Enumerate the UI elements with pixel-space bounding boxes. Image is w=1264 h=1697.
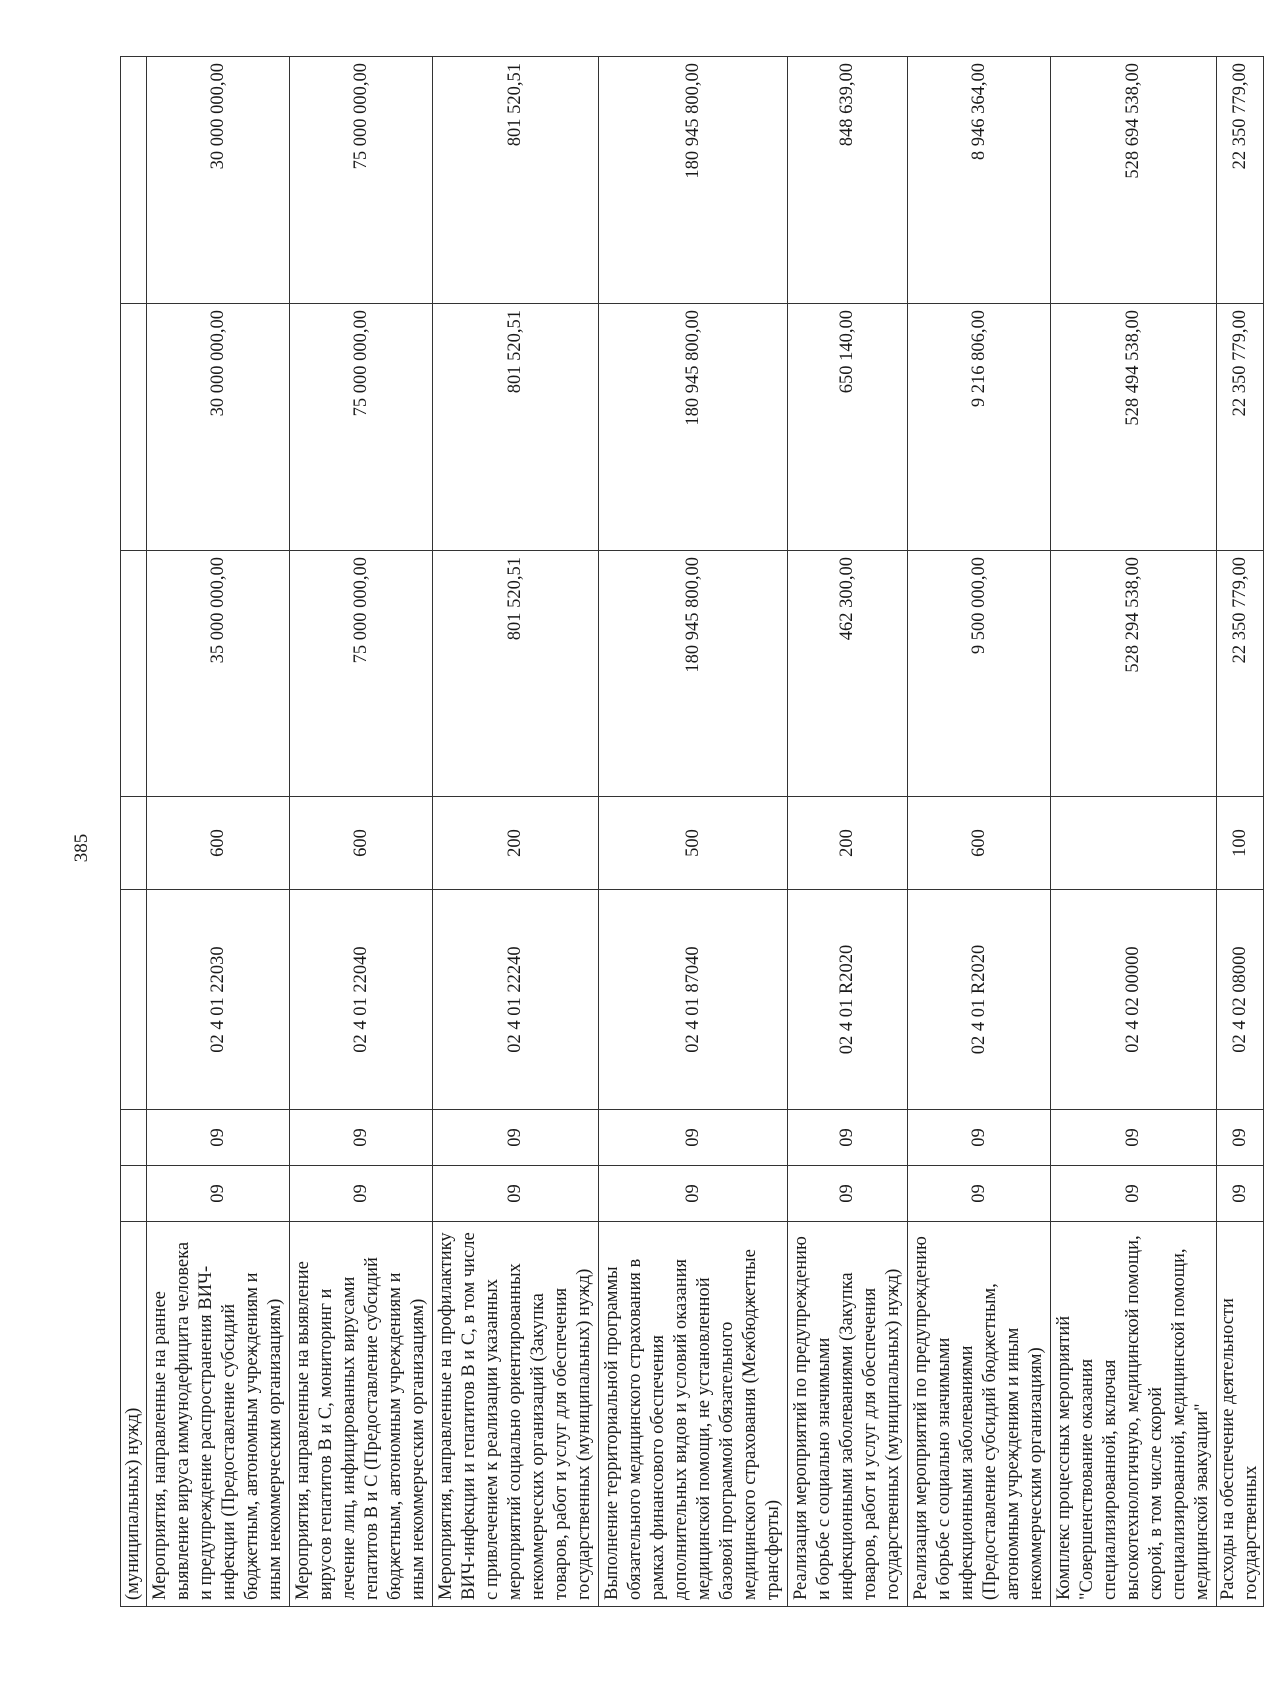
- target-article: 02 4 01 R2020: [788, 890, 908, 1110]
- table-row: [433, 57, 599, 1607]
- admin-code: 09: [1051, 1166, 1217, 1222]
- amount-year-3: 8 946 364,00: [908, 57, 1051, 304]
- amount-year-1: 35 000 000,00: [147, 551, 290, 797]
- amount-year-2: [121, 304, 147, 551]
- section-code: 09: [290, 1110, 433, 1166]
- expense-type: 100: [1217, 797, 1264, 890]
- amount-year-3: [121, 57, 147, 304]
- amount-year-1: 801 520,51: [433, 551, 599, 797]
- admin-code: 09: [1217, 1166, 1264, 1222]
- expense-type: [1051, 797, 1217, 890]
- target-article: 02 4 01 22030: [147, 890, 290, 1110]
- section-code: 09: [1217, 1110, 1264, 1166]
- amount-year-1: 9 500 000,00: [908, 551, 1051, 797]
- target-article: 02 4 01 87040: [599, 890, 788, 1110]
- amount-year-2: 30 000 000,00: [147, 304, 290, 551]
- amount-year-2: 75 000 000,00: [290, 304, 433, 551]
- expense-type: 600: [147, 797, 290, 890]
- expense-type: 600: [908, 797, 1051, 890]
- section-code: 09: [147, 1110, 290, 1166]
- table-row: [788, 57, 908, 1607]
- amount-year-2: 180 945 800,00: [599, 304, 788, 551]
- row-name: Мероприятия, направленные на раннее выявление вируса иммунодефицита человека и предупреждение распространения ВИЧ-инфекции (Предоставление субсидий бюджетным, автономным учреждениям и иным некоммерческим организациям): [147, 1222, 290, 1607]
- table-row: [599, 57, 788, 1607]
- amount-year-2: 650 140,00: [788, 304, 908, 551]
- amount-year-1: 75 000 000,00: [290, 551, 433, 797]
- amount-year-1: 528 294 538,00: [1051, 551, 1217, 797]
- amount-year-2: 528 494 538,00: [1051, 304, 1217, 551]
- admin-code: 09: [908, 1166, 1051, 1222]
- amount-year-2: 22 350 779,00: [1217, 304, 1264, 551]
- amount-year-1: 462 300,00: [788, 551, 908, 797]
- target-article: 02 4 01 22240: [433, 890, 599, 1110]
- expense-type: 500: [599, 797, 788, 890]
- rotated-table-wrapper: [120, 57, 1261, 1607]
- budget-table: [120, 56, 1264, 1607]
- target-article: 02 4 01 R2020: [908, 890, 1051, 1110]
- section-code: 09: [433, 1110, 599, 1166]
- row-name: Реализация мероприятий по предупреждению и борьбе с социально значимыми инфекционными заболеваниями (Закупка товаров, работ и услуг для обеспечения государственных (муниципальных) нужд): [788, 1222, 908, 1607]
- amount-year-1: 22 350 779,00: [1217, 551, 1264, 797]
- section-code: 09: [599, 1110, 788, 1166]
- row-name: Выполнение территориальной программы обязательного медицинского страхования в рамках финансового обеспечения дополнительных видов и условий оказания медицинской помощи, не установленной базовой программой обязательного медицинского страхования (Межбюджетные трансферты): [599, 1222, 788, 1607]
- table-row: [908, 57, 1051, 1607]
- table-row: [1217, 57, 1264, 1607]
- section-code: 09: [788, 1110, 908, 1166]
- page-number: 385: [71, 833, 92, 863]
- expense-type: 600: [290, 797, 433, 890]
- amount-year-3: 848 639,00: [788, 57, 908, 304]
- amount-year-3: 180 945 800,00: [599, 57, 788, 304]
- table-row: [121, 57, 147, 1607]
- expense-type: 200: [433, 797, 599, 890]
- table-row: [147, 57, 290, 1607]
- row-name: Мероприятия, направленные на профилактику ВИЧ-инфекции и гепатитов В и С, в том числе с привлечением к реализации указанных мероприятий социально ориентированных некоммерческих организаций (Закупка товаров, работ и услуг для обеспечения государственных (муниципальных) нужд): [433, 1222, 599, 1607]
- admin-code: [121, 1166, 147, 1222]
- admin-code: 09: [147, 1166, 290, 1222]
- table-row: [1051, 57, 1217, 1607]
- amount-year-1: 180 945 800,00: [599, 551, 788, 797]
- row-name: Расходы на обеспечение деятельности государственных: [1217, 1222, 1264, 1607]
- expense-type: [121, 797, 147, 890]
- section-code: 09: [1051, 1110, 1217, 1166]
- amount-year-2: 801 520,51: [433, 304, 599, 551]
- admin-code: 09: [788, 1166, 908, 1222]
- amount-year-3: 801 520,51: [433, 57, 599, 304]
- target-article: 02 4 02 00000: [1051, 890, 1217, 1110]
- target-article: 02 4 01 22040: [290, 890, 433, 1110]
- admin-code: 09: [433, 1166, 599, 1222]
- amount-year-3: 22 350 779,00: [1217, 57, 1264, 304]
- expense-type: 200: [788, 797, 908, 890]
- table-row: [290, 57, 433, 1607]
- row-name: (муниципальных) нужд): [121, 1222, 147, 1607]
- section-code: [121, 1110, 147, 1166]
- amount-year-2: 9 216 806,00: [908, 304, 1051, 551]
- amount-year-3: 30 000 000,00: [147, 57, 290, 304]
- target-article: 02 4 02 08000: [1217, 890, 1264, 1110]
- amount-year-3: 528 694 538,00: [1051, 57, 1217, 304]
- row-name: Реализация мероприятий по предупреждению и борьбе с социально значимыми инфекционными заболеваниями (Предоставление субсидий бюджетным, автономным учреждениям и иным некоммерческим организациям): [908, 1222, 1051, 1607]
- target-article: [121, 890, 147, 1110]
- admin-code: 09: [290, 1166, 433, 1222]
- row-name: Комплекс процессных мероприятий "Совершенствование оказания специализированной, включая высокотехнологичную, медицинской помощи, скорой, в том числе скорой специализированной, медицинской помощи, медицинской эвакуации": [1051, 1222, 1217, 1607]
- row-name: Мероприятия, направленные на выявление вирусов гепатитов В и С, мониторинг и лечение лиц, инфицированных вирусами гепатитов В и С (Предоставление субсидий бюджетным, автономным учреждениям и иным некоммерческим организациям): [290, 1222, 433, 1607]
- admin-code: 09: [599, 1166, 788, 1222]
- amount-year-3: 75 000 000,00: [290, 57, 433, 304]
- section-code: 09: [908, 1110, 1051, 1166]
- amount-year-1: [121, 551, 147, 797]
